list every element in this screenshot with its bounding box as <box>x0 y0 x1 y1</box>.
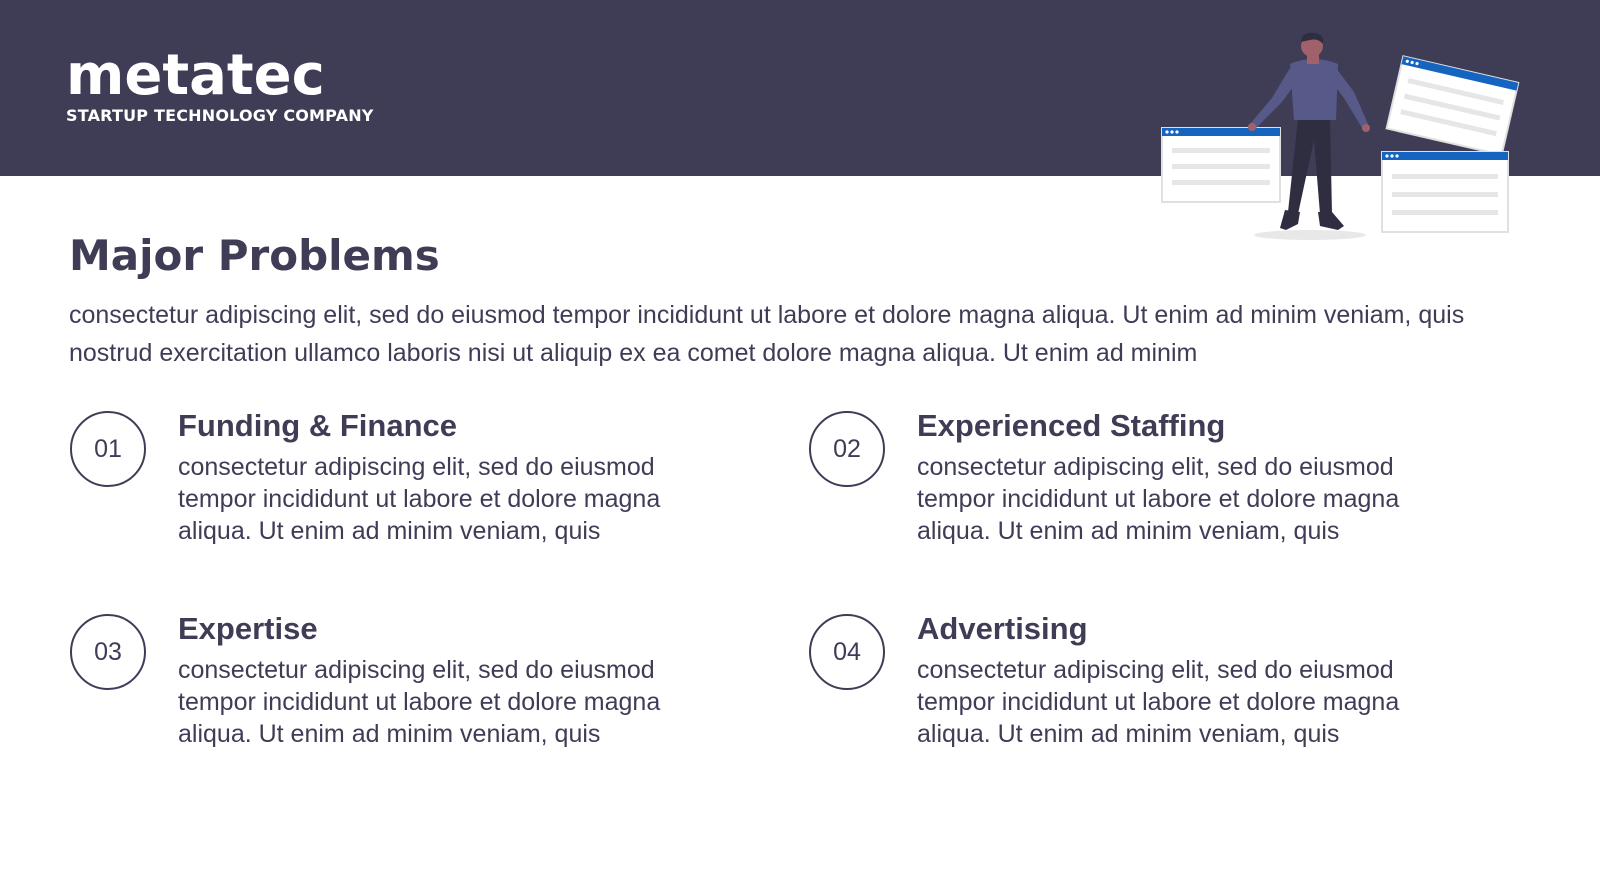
browser-window-icon <box>1387 56 1519 155</box>
number-badge: 02 <box>809 411 885 487</box>
problem-title: Experienced Staffing <box>917 408 1226 443</box>
problem-item-expertise <box>70 611 710 774</box>
number-badge: 03 <box>70 614 146 690</box>
brand-tagline: STARTUP TECHNOLOGY COMPANY <box>66 106 374 125</box>
brand <box>66 44 374 126</box>
problem-item-staffing <box>809 408 1449 571</box>
problem-title: Expertise <box>178 611 318 646</box>
problem-title: Funding & Finance <box>178 408 457 443</box>
browser-window-icon <box>1382 152 1508 232</box>
problem-item-funding <box>70 408 710 571</box>
intro-paragraph: consectetur adipiscing elit, sed do eiusmod tempor incididunt ut labore et dolore magna aliqua. Ut enim ad minim veniam, quis nostrud exercitation ullamco laboris nisi ut aliquip ex ea comet dolore magna aliqua. Ut enim ad minim <box>69 301 1465 367</box>
problem-item-advertising <box>809 611 1449 774</box>
problem-description: consectetur adipiscing elit, sed do eiusmod tempor incididunt ut labore et dolore magna aliqua. Ut enim ad minim veniam, quis <box>917 453 1400 545</box>
problem-title: Advertising <box>917 611 1088 646</box>
number-badge: 01 <box>70 411 146 487</box>
brand-name: metatec <box>66 43 325 108</box>
page-title: Major Problems <box>69 231 440 280</box>
problem-description: consectetur adipiscing elit, sed do eiusmod tempor incididunt ut labore et dolore magna aliqua. Ut enim ad minim veniam, quis <box>178 453 661 545</box>
browser-window-icon <box>1162 128 1280 202</box>
person-with-browser-windows-illustration <box>1150 28 1540 250</box>
problem-description: consectetur adipiscing elit, sed do eiusmod tempor incididunt ut labore et dolore magna aliqua. Ut enim ad minim veniam, quis <box>178 656 661 748</box>
number-badge: 04 <box>809 614 885 690</box>
problem-description: consectetur adipiscing elit, sed do eiusmod tempor incididunt ut labore et dolore magna aliqua. Ut enim ad minim veniam, quis <box>917 656 1400 748</box>
